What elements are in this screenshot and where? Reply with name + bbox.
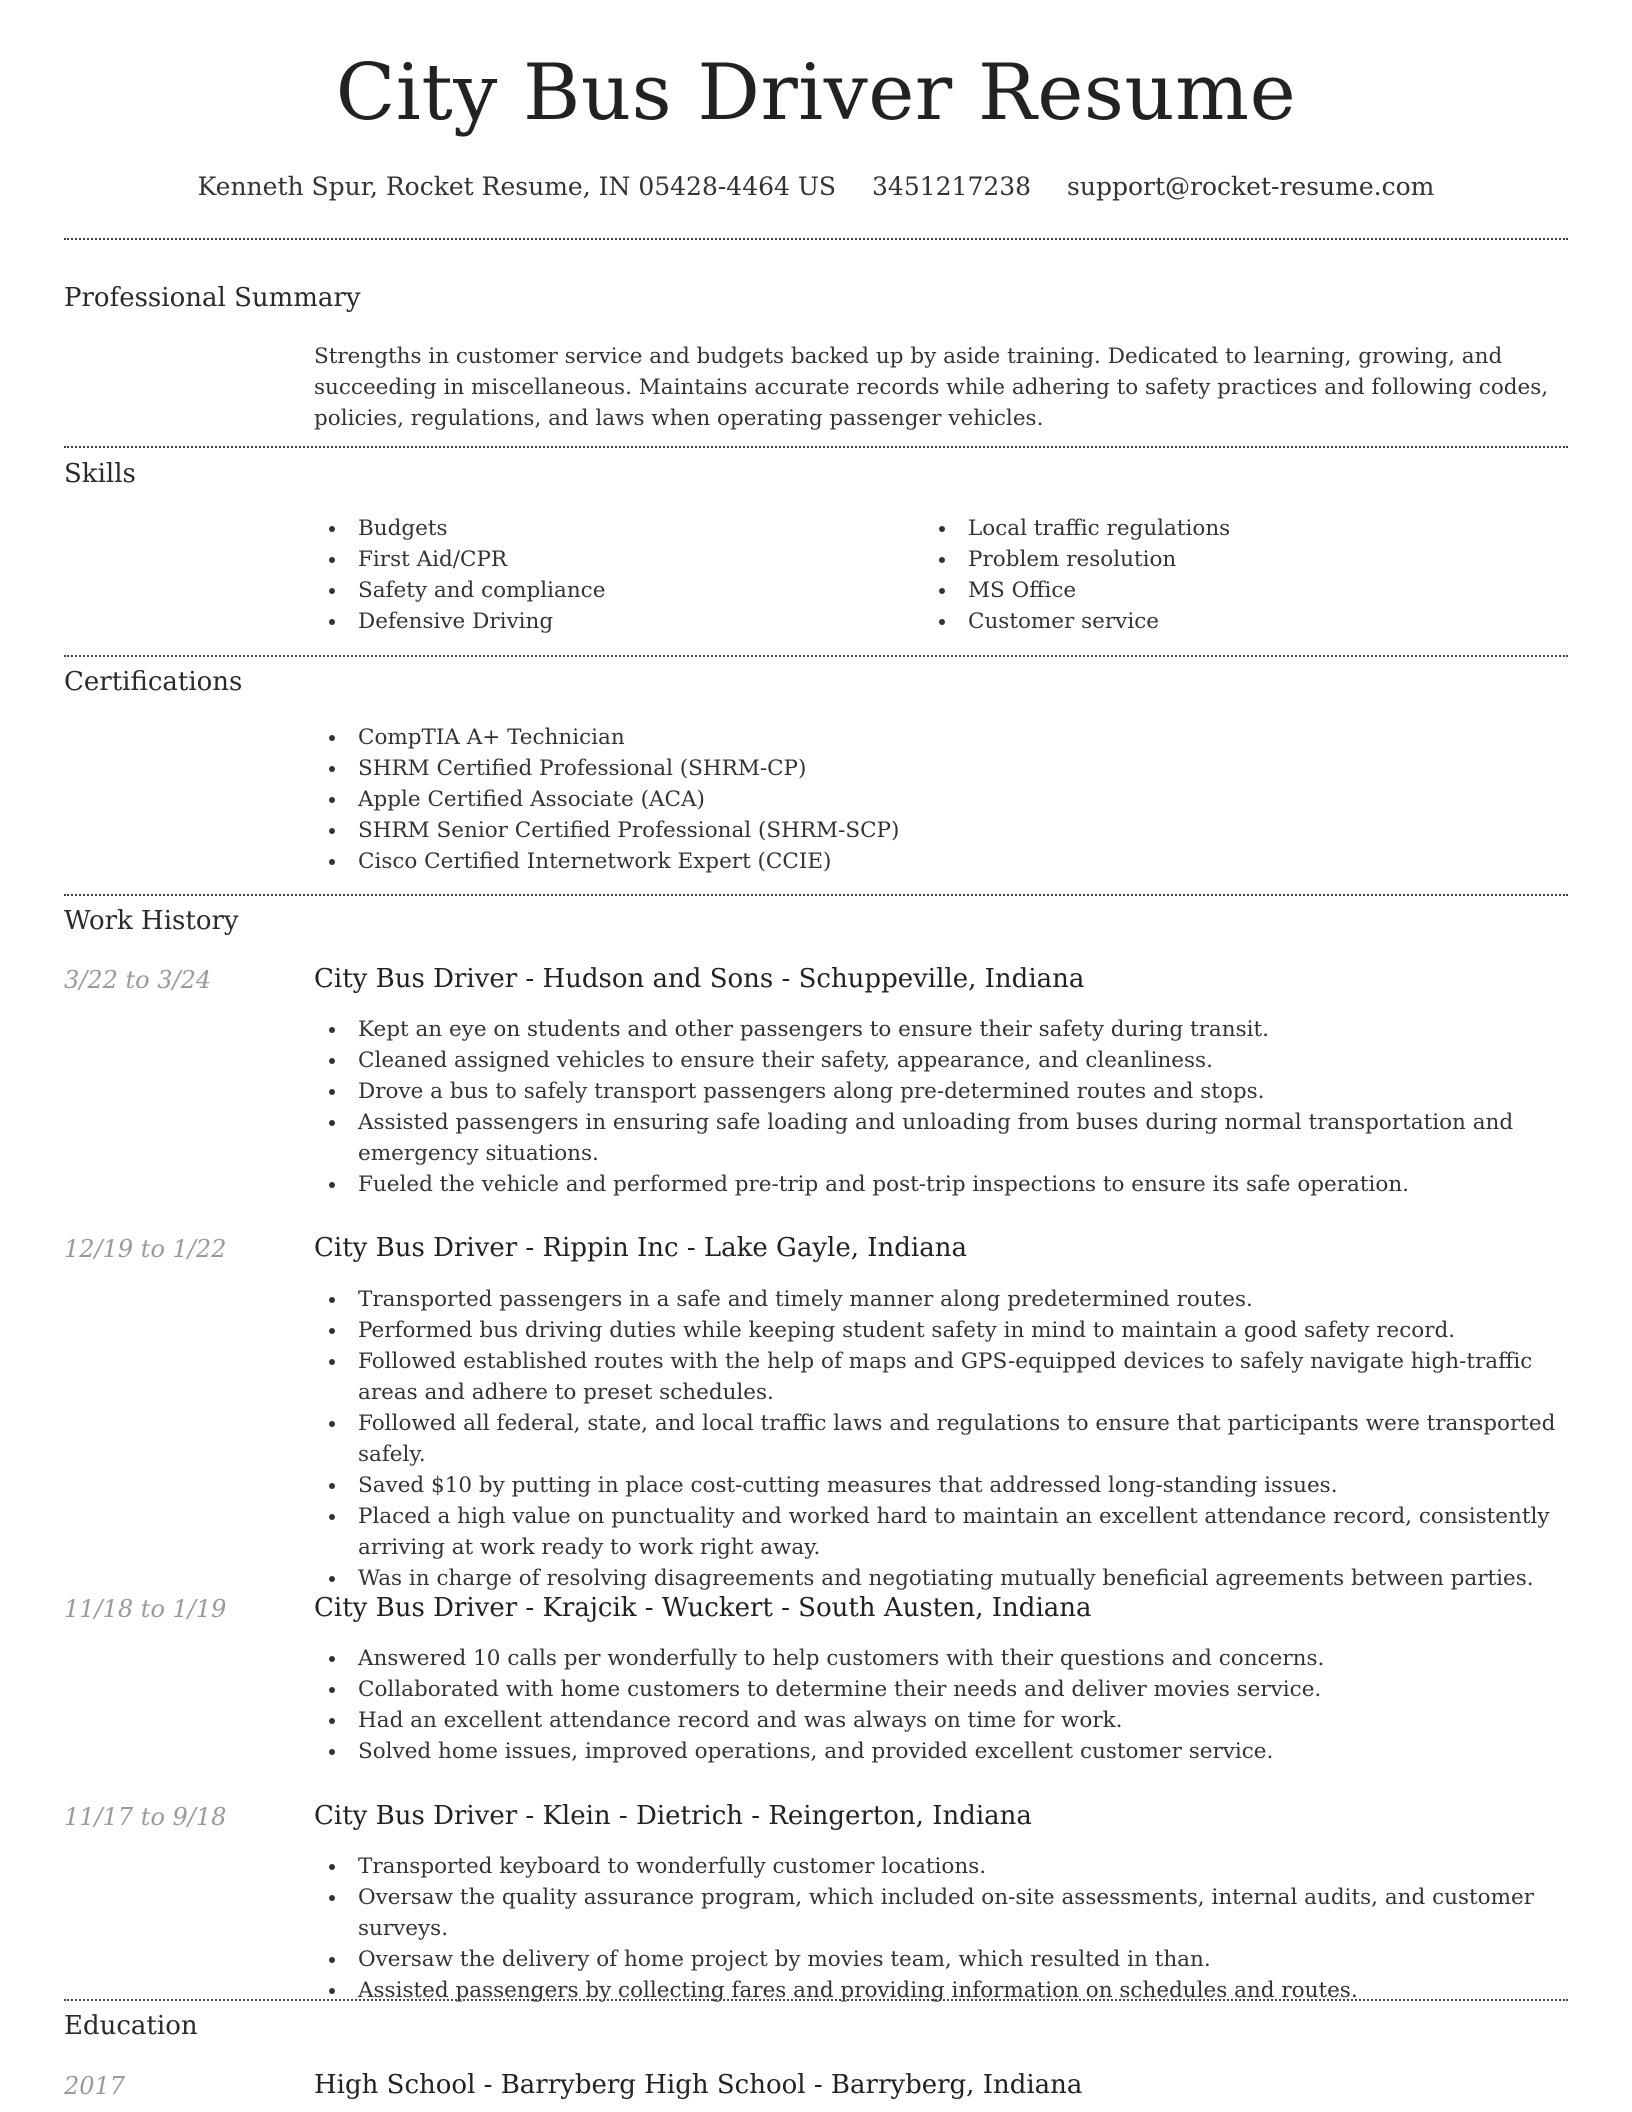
certifications-list: [314, 722, 1568, 877]
job-bullet: Had an excellent attendance record and was always on time for work.: [314, 1705, 1568, 1736]
job-dates: 3/22 to 3/24: [64, 966, 212, 994]
skill-item: Defensive Driving: [314, 606, 914, 637]
skill-item: Budgets: [314, 513, 914, 544]
job-dates: 12/19 to 1/22: [64, 1235, 227, 1263]
job-bullet: Assisted passengers in ensuring safe loading and unloading from buses during normal transportation and emergency situations.: [314, 1107, 1568, 1169]
certifications-heading: Certifications: [64, 667, 243, 697]
section-divider: [64, 238, 1568, 240]
certification-item: Apple Certified Associate (ACA): [314, 784, 1568, 815]
contact-email: support@rocket-resume.com: [1067, 172, 1435, 201]
job-title: City Bus Driver - Hudson and Sons - Schuppeville, Indiana: [314, 964, 1085, 994]
job-bullet: Transported keyboard to wonderfully customer locations.: [314, 1851, 1568, 1882]
job-bullet: Fueled the vehicle and performed pre-trip and post-trip inspections to ensure its safe operation.: [314, 1169, 1568, 1200]
job-dates: 11/18 to 1/19: [64, 1595, 227, 1623]
skills-list-right: [924, 513, 1524, 637]
contact-phone: 3451217238: [872, 172, 1032, 201]
job-bullet: Kept an eye on students and other passengers to ensure their safety during transit.: [314, 1014, 1568, 1045]
job-bullet: Solved home issues, improved operations, and provided excellent customer service.: [314, 1736, 1568, 1767]
resume-page: [64, 0, 1568, 2112]
section-divider: [64, 655, 1568, 657]
job-bullets: [314, 1014, 1568, 1200]
job-bullets: [314, 1851, 1568, 2006]
resume-title: City Bus Driver Resume: [335, 48, 1297, 138]
job-bullet: Transported passengers in a safe and timely manner along predetermined routes.: [314, 1284, 1568, 1315]
job-bullet: Drove a bus to safely transport passengers along pre-determined routes and stops.: [314, 1076, 1568, 1107]
job-title: City Bus Driver - Krajcik - Wuckert - South Austen, Indiana: [314, 1593, 1092, 1623]
skill-item: MS Office: [924, 575, 1524, 606]
job-bullet: Oversaw the delivery of home project by movies team, which resulted in than.: [314, 1944, 1568, 1975]
summary-heading: Professional Summary: [64, 283, 361, 313]
section-divider: [64, 1999, 1568, 2001]
education-title: High School - Barryberg High School - Barryberg, Indiana: [314, 2070, 1083, 2100]
certification-item: SHRM Certified Professional (SHRM-CP): [314, 753, 1568, 784]
skills-list-left: [314, 513, 914, 637]
job-dates: 11/17 to 9/18: [64, 1803, 227, 1831]
job-bullet: Was in charge of resolving disagreements and negotiating mutually beneficial agreements between parties.: [314, 1563, 1568, 1594]
job-bullet: Performed bus driving duties while keeping student safety in mind to maintain a good safety record.: [314, 1315, 1568, 1346]
job-bullet: Followed all federal, state, and local traffic laws and regulations to ensure that participants were transported safely.: [314, 1408, 1568, 1470]
job-bullets: [314, 1643, 1568, 1767]
job-bullets: [314, 1284, 1568, 1594]
job-bullet: Oversaw the quality assurance program, which included on-site assessments, internal audits, and customer surveys.: [314, 1882, 1568, 1944]
job-title: City Bus Driver - Klein - Dietrich - Reingerton, Indiana: [314, 1801, 1032, 1831]
skills-heading: Skills: [64, 459, 136, 489]
work-history-heading: Work History: [64, 906, 239, 936]
section-divider: [64, 446, 1568, 448]
skill-item: Problem resolution: [924, 544, 1524, 575]
contact-line: [64, 172, 1568, 201]
skill-item: Customer service: [924, 606, 1524, 637]
education-year: 2017: [64, 2072, 126, 2100]
certification-item: Cisco Certified Internetwork Expert (CCIE): [314, 846, 1568, 877]
job-title: City Bus Driver - Rippin Inc - Lake Gayle, Indiana: [314, 1233, 967, 1263]
skill-item: Local traffic regulations: [924, 513, 1524, 544]
job-bullet: Followed established routes with the help of maps and GPS-equipped devices to safely navigate high-traffic areas and adhere to preset schedules.: [314, 1346, 1568, 1408]
job-bullet: Answered 10 calls per wonderfully to help customers with their questions and concerns.: [314, 1643, 1568, 1674]
contact-address: Kenneth Spur, Rocket Resume, IN 05428-4464 US: [197, 172, 837, 201]
summary-text: Strengths in customer service and budgets backed up by aside training. Dedicated to learning, growing, and succeeding in miscellaneous. Maintains accurate records while adhering to safety practices and following codes, policies, regulations, and laws when operating passenger vehicles.: [314, 344, 1549, 431]
skill-item: First Aid/CPR: [314, 544, 914, 575]
job-bullet: Assisted passengers by collecting fares and providing information on schedules and routes.: [314, 1975, 1568, 2006]
section-divider: [64, 894, 1568, 896]
job-bullet: Collaborated with home customers to determine their needs and deliver movies service.: [314, 1674, 1568, 1705]
certification-item: CompTIA A+ Technician: [314, 722, 1568, 753]
job-bullet: Saved $10 by putting in place cost-cutting measures that addressed long-standing issues.: [314, 1470, 1568, 1501]
skill-item: Safety and compliance: [314, 575, 914, 606]
job-bullet: Cleaned assigned vehicles to ensure their safety, appearance, and cleanliness.: [314, 1045, 1568, 1076]
certification-item: SHRM Senior Certified Professional (SHRM-SCP): [314, 815, 1568, 846]
education-heading: Education: [64, 2011, 198, 2041]
job-bullet: Placed a high value on punctuality and worked hard to maintain an excellent attendance record, consistently arriving at work ready to work right away.: [314, 1501, 1568, 1563]
